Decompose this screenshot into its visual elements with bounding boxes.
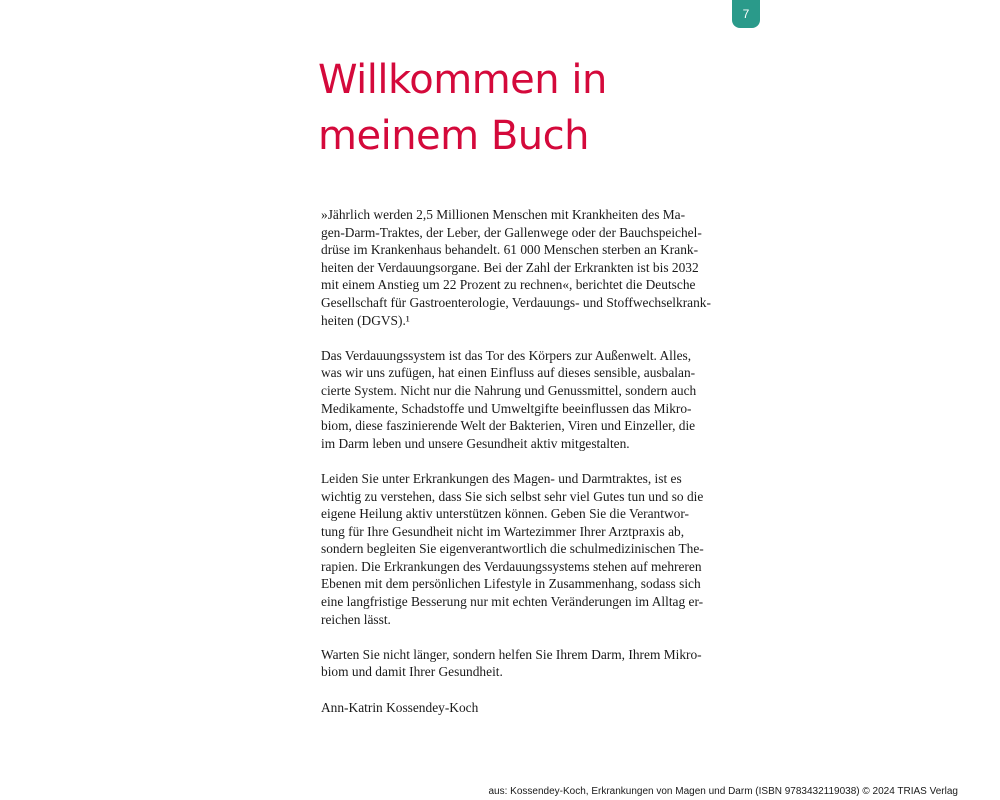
text-line: wichtig zu verstehen, dass Sie sich selbst sehr viel Gutes tun und so die bbox=[321, 488, 704, 504]
text-line: was wir uns zufügen, hat einen Einfluss auf dieses sensible, ausbalan- bbox=[321, 365, 696, 381]
text-line: mit einem Anstieg um 22 Prozent zu rechnen«, berichtet die Deutsche bbox=[321, 277, 696, 293]
page-number: 7 bbox=[742, 7, 750, 21]
page-title-line: meinem Buch bbox=[318, 113, 589, 159]
source-footer: aus: Kossendey-Koch, Erkrankungen von Magen und Darm (ISBN 9783432119038) © 2024 TRIAS Verlag bbox=[488, 786, 958, 797]
text-line: biom und damit Ihrer Gesundheit. bbox=[321, 664, 503, 680]
text-line: tung für Ihre Gesundheit nicht im Wartezimmer Ihrer Arztpraxis ab, bbox=[321, 523, 685, 539]
text-line: Ebenen mit dem persönlichen Lifestyle in Zusammenhang, sodass sich bbox=[321, 576, 701, 592]
text-line: Warten Sie nicht länger, sondern helfen Sie Ihrem Darm, Ihrem Mikro- bbox=[321, 646, 702, 662]
page-title bbox=[318, 52, 738, 164]
text-line: »Jährlich werden 2,5 Millionen Menschen mit Krankheiten des Ma- bbox=[321, 207, 686, 222]
text-line: im Darm leben und unsere Gesundheit aktiv mitgestalten. bbox=[321, 435, 630, 451]
text-line: biom, diese faszinierende Welt der Bakterien, Viren und Einzeller, die bbox=[321, 418, 696, 434]
text-line: Das Verdauungssystem ist das Tor des Körpers zur Außenwelt. Alles, bbox=[321, 347, 692, 363]
text-line: reichen lässt. bbox=[321, 611, 391, 627]
paragraph-call-to-action bbox=[321, 646, 731, 681]
text-line: cierte System. Nicht nur die Nahrung und Genussmittel, sondern auch bbox=[321, 382, 697, 398]
text-line: sondern begleiten Sie eigenverantwortlich die schulmedizinischen The- bbox=[321, 541, 704, 557]
text-line: rapien. Die Erkrankungen des Verdauungssystems stehen auf mehreren bbox=[321, 558, 702, 574]
paragraph-responsibility bbox=[321, 470, 731, 628]
page-title-line: Willkommen in bbox=[318, 57, 607, 103]
text-line: Medikamente, Schadstoffe und Umweltgifte beeinflussen das Mikro- bbox=[321, 400, 692, 416]
paragraph-digestive-system bbox=[321, 347, 731, 453]
text-line: Leiden Sie unter Erkrankungen des Magen- und Darmtraktes, ist es bbox=[321, 470, 682, 486]
text-line: gen-Darm-Traktes, der Leber, der Gallenwege oder der Bauchspeichel- bbox=[321, 224, 702, 240]
author-signature: Ann-Katrin Kossendey-Koch bbox=[321, 699, 479, 715]
body-text bbox=[321, 206, 731, 716]
text-line: heiten der Verdauungsorgane. Bei der Zahl der Erkrankten ist bis 2032 bbox=[321, 259, 699, 275]
paragraph-intro-quote bbox=[321, 206, 731, 329]
text-line: eigene Heilung aktiv unterstützen können. Geben Sie die Verantwor- bbox=[321, 506, 689, 522]
text-line: Gesellschaft für Gastroenterologie, Verdauungs- und Stoffwechselkrank- bbox=[321, 294, 711, 310]
page-number-tab bbox=[732, 0, 760, 28]
text-line: drüse im Krankenhaus behandelt. 61 000 Menschen sterben an Krank- bbox=[321, 242, 699, 258]
text-line: heiten (DGVS).¹ bbox=[321, 312, 410, 328]
text-line: eine langfristige Besserung nur mit echten Veränderungen im Alltag er- bbox=[321, 594, 704, 610]
